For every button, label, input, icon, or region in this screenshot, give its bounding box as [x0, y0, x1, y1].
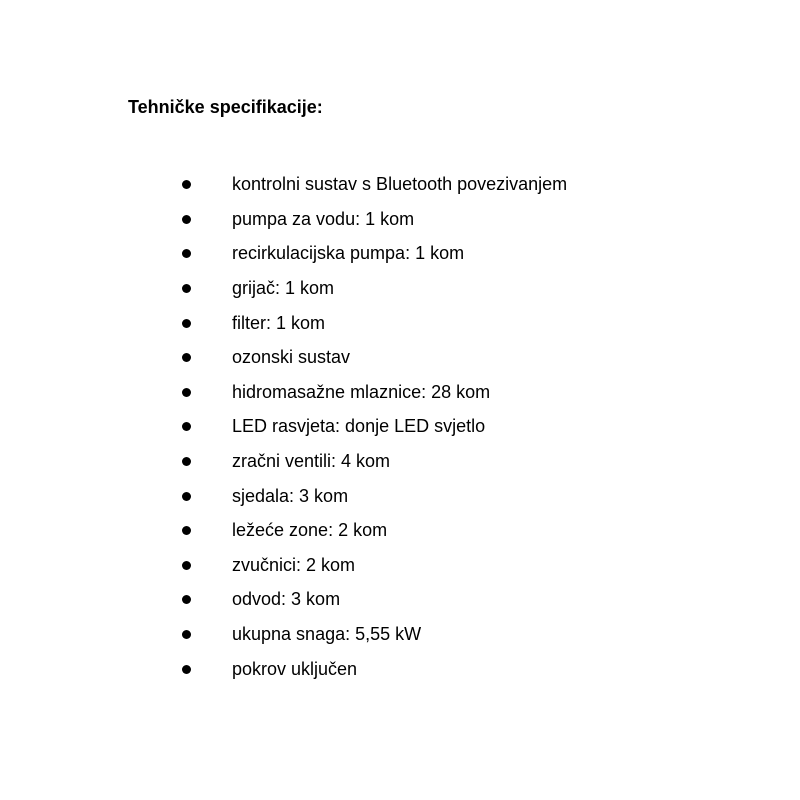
- list-item: [0, 204, 800, 239]
- spec-list: [0, 169, 800, 688]
- list-item: [0, 653, 800, 688]
- list-item-text: zvučnici: 2 kom: [232, 554, 356, 575]
- bullet-icon: [182, 215, 191, 224]
- list-item: [0, 550, 800, 585]
- bullet-icon: [182, 319, 191, 328]
- list-item: [0, 238, 800, 273]
- bullet-icon: [182, 180, 191, 189]
- list-item-text: odvod: 3 kom: [232, 589, 341, 610]
- list-item: [0, 480, 800, 515]
- list-item-text: ležeće zone: 2 kom: [232, 520, 388, 541]
- list-item: [0, 169, 800, 204]
- list-item-text: kontrolni sustav s Bluetooth povezivanjem: [232, 174, 568, 195]
- list-item-text: grijač: 1 kom: [232, 278, 335, 299]
- bullet-icon: [182, 249, 191, 258]
- list-item: [0, 273, 800, 308]
- bullet-icon: [182, 388, 191, 397]
- list-item-text: pokrov uključen: [232, 658, 358, 679]
- list-item: [0, 377, 800, 412]
- list-item-text: zračni ventili: 4 kom: [232, 451, 391, 472]
- list-item-text: recirkulacijska pumpa: 1 kom: [232, 243, 465, 264]
- list-item-text: filter: 1 kom: [232, 312, 326, 333]
- list-item: [0, 584, 800, 619]
- list-item: [0, 619, 800, 654]
- bullet-icon: [182, 630, 191, 639]
- bullet-icon: [182, 595, 191, 604]
- list-item-text: ozonski sustav: [232, 347, 351, 368]
- bullet-icon: [182, 561, 191, 570]
- list-item: [0, 515, 800, 550]
- bullet-icon: [182, 422, 191, 431]
- bullet-icon: [182, 665, 191, 674]
- list-item: [0, 411, 800, 446]
- list-item-text: ukupna snaga: 5,55 kW: [232, 624, 422, 645]
- bullet-icon: [182, 284, 191, 293]
- list-item: [0, 446, 800, 481]
- list-item-text: LED rasvjeta: donje LED svjetlo: [232, 416, 486, 437]
- page-title: Tehničke specifikacije:: [128, 97, 323, 117]
- bullet-icon: [182, 526, 191, 535]
- list-item: [0, 342, 800, 377]
- list-item: [0, 307, 800, 342]
- list-item-text: pumpa za vodu: 1 kom: [232, 208, 415, 229]
- list-item-text: sjedala: 3 kom: [232, 485, 349, 506]
- bullet-icon: [182, 353, 191, 362]
- bullet-icon: [182, 457, 191, 466]
- bullet-icon: [182, 492, 191, 501]
- list-item-text: hidromasažne mlaznice: 28 kom: [232, 381, 491, 402]
